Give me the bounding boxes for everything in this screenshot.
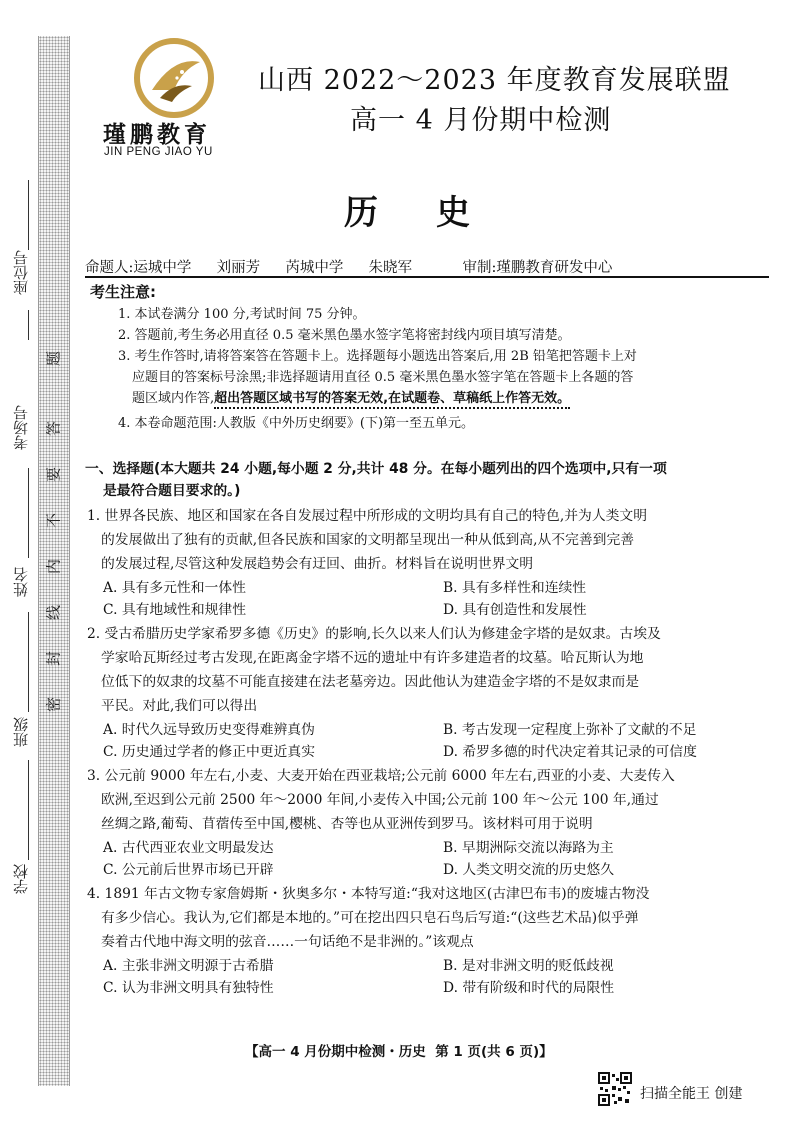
seal-char: 不 [44,513,63,529]
field-line [28,468,29,558]
brand-name: 瑾鹏教育 [103,121,211,148]
question-line: 欧洲,至迟到公元前 2500 年～2000 年间,小麦传入中国;公元前 100 年～公元 100 年,通过 [101,792,659,808]
seal-char: 要 [44,467,63,483]
notice-title: 考生注意: [90,283,156,301]
notice-item-cont [132,388,570,409]
field-line [28,310,29,340]
notice-item: 3. 考生作答时,请将答案答在答题卡上。选择题每小题选出答案后,用 2B 铅笔把答题卡上对 [118,349,637,364]
question-3 [87,764,771,836]
question-2 [87,622,771,718]
question-line: 位低下的奴隶的坟墓不可能直接建在法老墓旁边。因此他认为建造金字塔的不是奴隶而是 [101,674,640,690]
option-d: D. 希罗多德的时代决定着其记录的可信度 [443,744,697,760]
field-room: 考场号 [12,405,30,450]
notice-emphasis: 超出答题区域书写的答案无效,在试题卷、草稿纸上作答无效。 [214,391,570,409]
option-b: B. 具有多样性和连续性 [443,580,587,596]
option-d: D. 具有创造性和发展性 [443,602,587,618]
question-line: 学家哈瓦斯经过考古发现,在距离金字塔不远的遗址中有许多建造者的坟墓。哈瓦斯认为地 [101,650,644,666]
question-line: 3. 公元前 9000 年左右,小麦、大麦开始在西亚栽培;公元前 6000 年左右,西亚的小麦、大麦传入 [87,768,675,784]
option-c: C. 公元前后世界市场已开辟 [103,862,274,878]
option-d: D. 人类文明交流的历史悠久 [443,862,615,878]
qr-code-icon [598,1072,632,1106]
question-4 [87,882,771,954]
authors-line: 命题人:运城中学 刘丽芳 芮城中学 朱晓军 审制:瑾鹏教育研发中心 [85,260,613,276]
question-line: 的发展做出了独有的贡献,但各民族和国家的文明都呈现出一种从低到高,从不完善到完善 [101,532,635,548]
notice-item: 4. 本卷命题范围:人教版《中外历史纲要》(下)第一至五单元。 [118,416,475,431]
field-line [28,760,29,860]
divider [85,276,769,278]
field-seat: 座位号 [12,250,30,295]
field-line [28,180,29,250]
notice-item: 1. 本试卷满分 100 分,考试时间 75 分钟。 [118,307,366,322]
field-name: 姓名 [12,567,30,597]
field-class: 班级 [12,717,30,747]
seal-char: 封 [44,651,63,667]
page-footer: 【高一 4 月份期中检测・历史 第 1 页(共 6 页)】 [245,1044,553,1060]
brand-logo-icon [122,36,226,120]
notice-item: 2. 答题前,考生务必用直径 0.5 毫米黑色墨水签字笔将密封线内项目填写清楚。 [118,328,571,343]
option-b: B. 考古发现一定程度上弥补了文献的不足 [443,722,697,738]
section-header-line: 一、选择题(本大题共 24 小题,每小题 2 分,共计 48 分。在每小题列出的四个选项中,只有一项 [85,461,667,477]
option-b: B. 早期洲际交流以海路为主 [443,840,614,856]
option-a: A. 主张非洲文明源于古希腊 [103,958,274,974]
option-b: B. 是对非洲文明的贬低歧视 [443,958,614,974]
option-a: A. 时代久远导致历史变得难辨真伪 [103,722,315,738]
question-line: 1. 世界各民族、地区和国家在各自发展过程中所形成的文明均具有自己的特色,并为人类文明 [87,508,648,524]
section-header [85,458,775,502]
option-c: C. 具有地域性和规律性 [103,602,247,618]
option-c: C. 认为非洲文明具有独特性 [103,980,274,996]
question-line: 平民。对此,我们可以得出 [101,698,258,714]
question-line: 4. 1891 年古文物专家詹姆斯・狄奥多尔・本特写道:“我对这地区(古津巴布韦)的废墟古物没 [87,886,650,902]
question-1 [87,504,771,576]
subject-title: 历史 [344,193,528,233]
option-a: A. 古代西亚农业文明最发达 [103,840,274,856]
seal-char: 题 [44,351,63,367]
option-c: C. 历史通过学者的修正中更近真实 [103,744,315,760]
exam-title-line1: 山西 2022～2023 年度教育发展联盟 [258,65,731,96]
brand-name-en: JIN PENG JIAO YU [104,146,213,158]
seal-char: 线 [44,605,63,621]
seal-char: 内 [44,559,63,575]
question-line: 奏着古代地中海文明的弦音……一句话绝不是非洲的。”该观点 [101,934,474,950]
field-line [28,612,29,712]
exam-title-line2: 高一 4 月份期中检测 [350,105,612,136]
notice-item: 应题目的答案标号涂黑;非选择题请用直径 0.5 毫米黑色墨水签字笔在答题卡上各题的答 [132,370,634,385]
section-header-line: 是最符合题目要求的。) [103,483,241,499]
notice-text: 题区域内作答, [132,391,215,406]
field-school: 学校 [12,864,30,894]
seal-char: 答 [44,421,63,437]
question-line: 有多少信心。我认为,它们都是本地的。”可在挖出四只皂石鸟后写道:“(这些艺术品)似乎弹 [101,910,639,926]
question-line: 的发展过程,尽管这种发展趋势会有迂回、曲折。材料旨在说明世界文明 [101,556,534,572]
scanner-credit: 扫描全能王 创建 [640,1086,743,1102]
option-d: D. 带有阶级和时代的局限性 [443,980,615,996]
option-a: A. 具有多元性和一体性 [103,580,246,596]
question-line: 丝绸之路,葡萄、苜蓿传至中国,樱桃、杏等也从亚洲传到罗马。该材料可用于说明 [101,816,593,832]
question-line: 2. 受古希腊历史学家希罗多德《历史》的影响,长久以来人们认为修建金字塔的是奴隶。古埃及 [87,626,661,642]
seal-char: 密 [44,697,63,713]
